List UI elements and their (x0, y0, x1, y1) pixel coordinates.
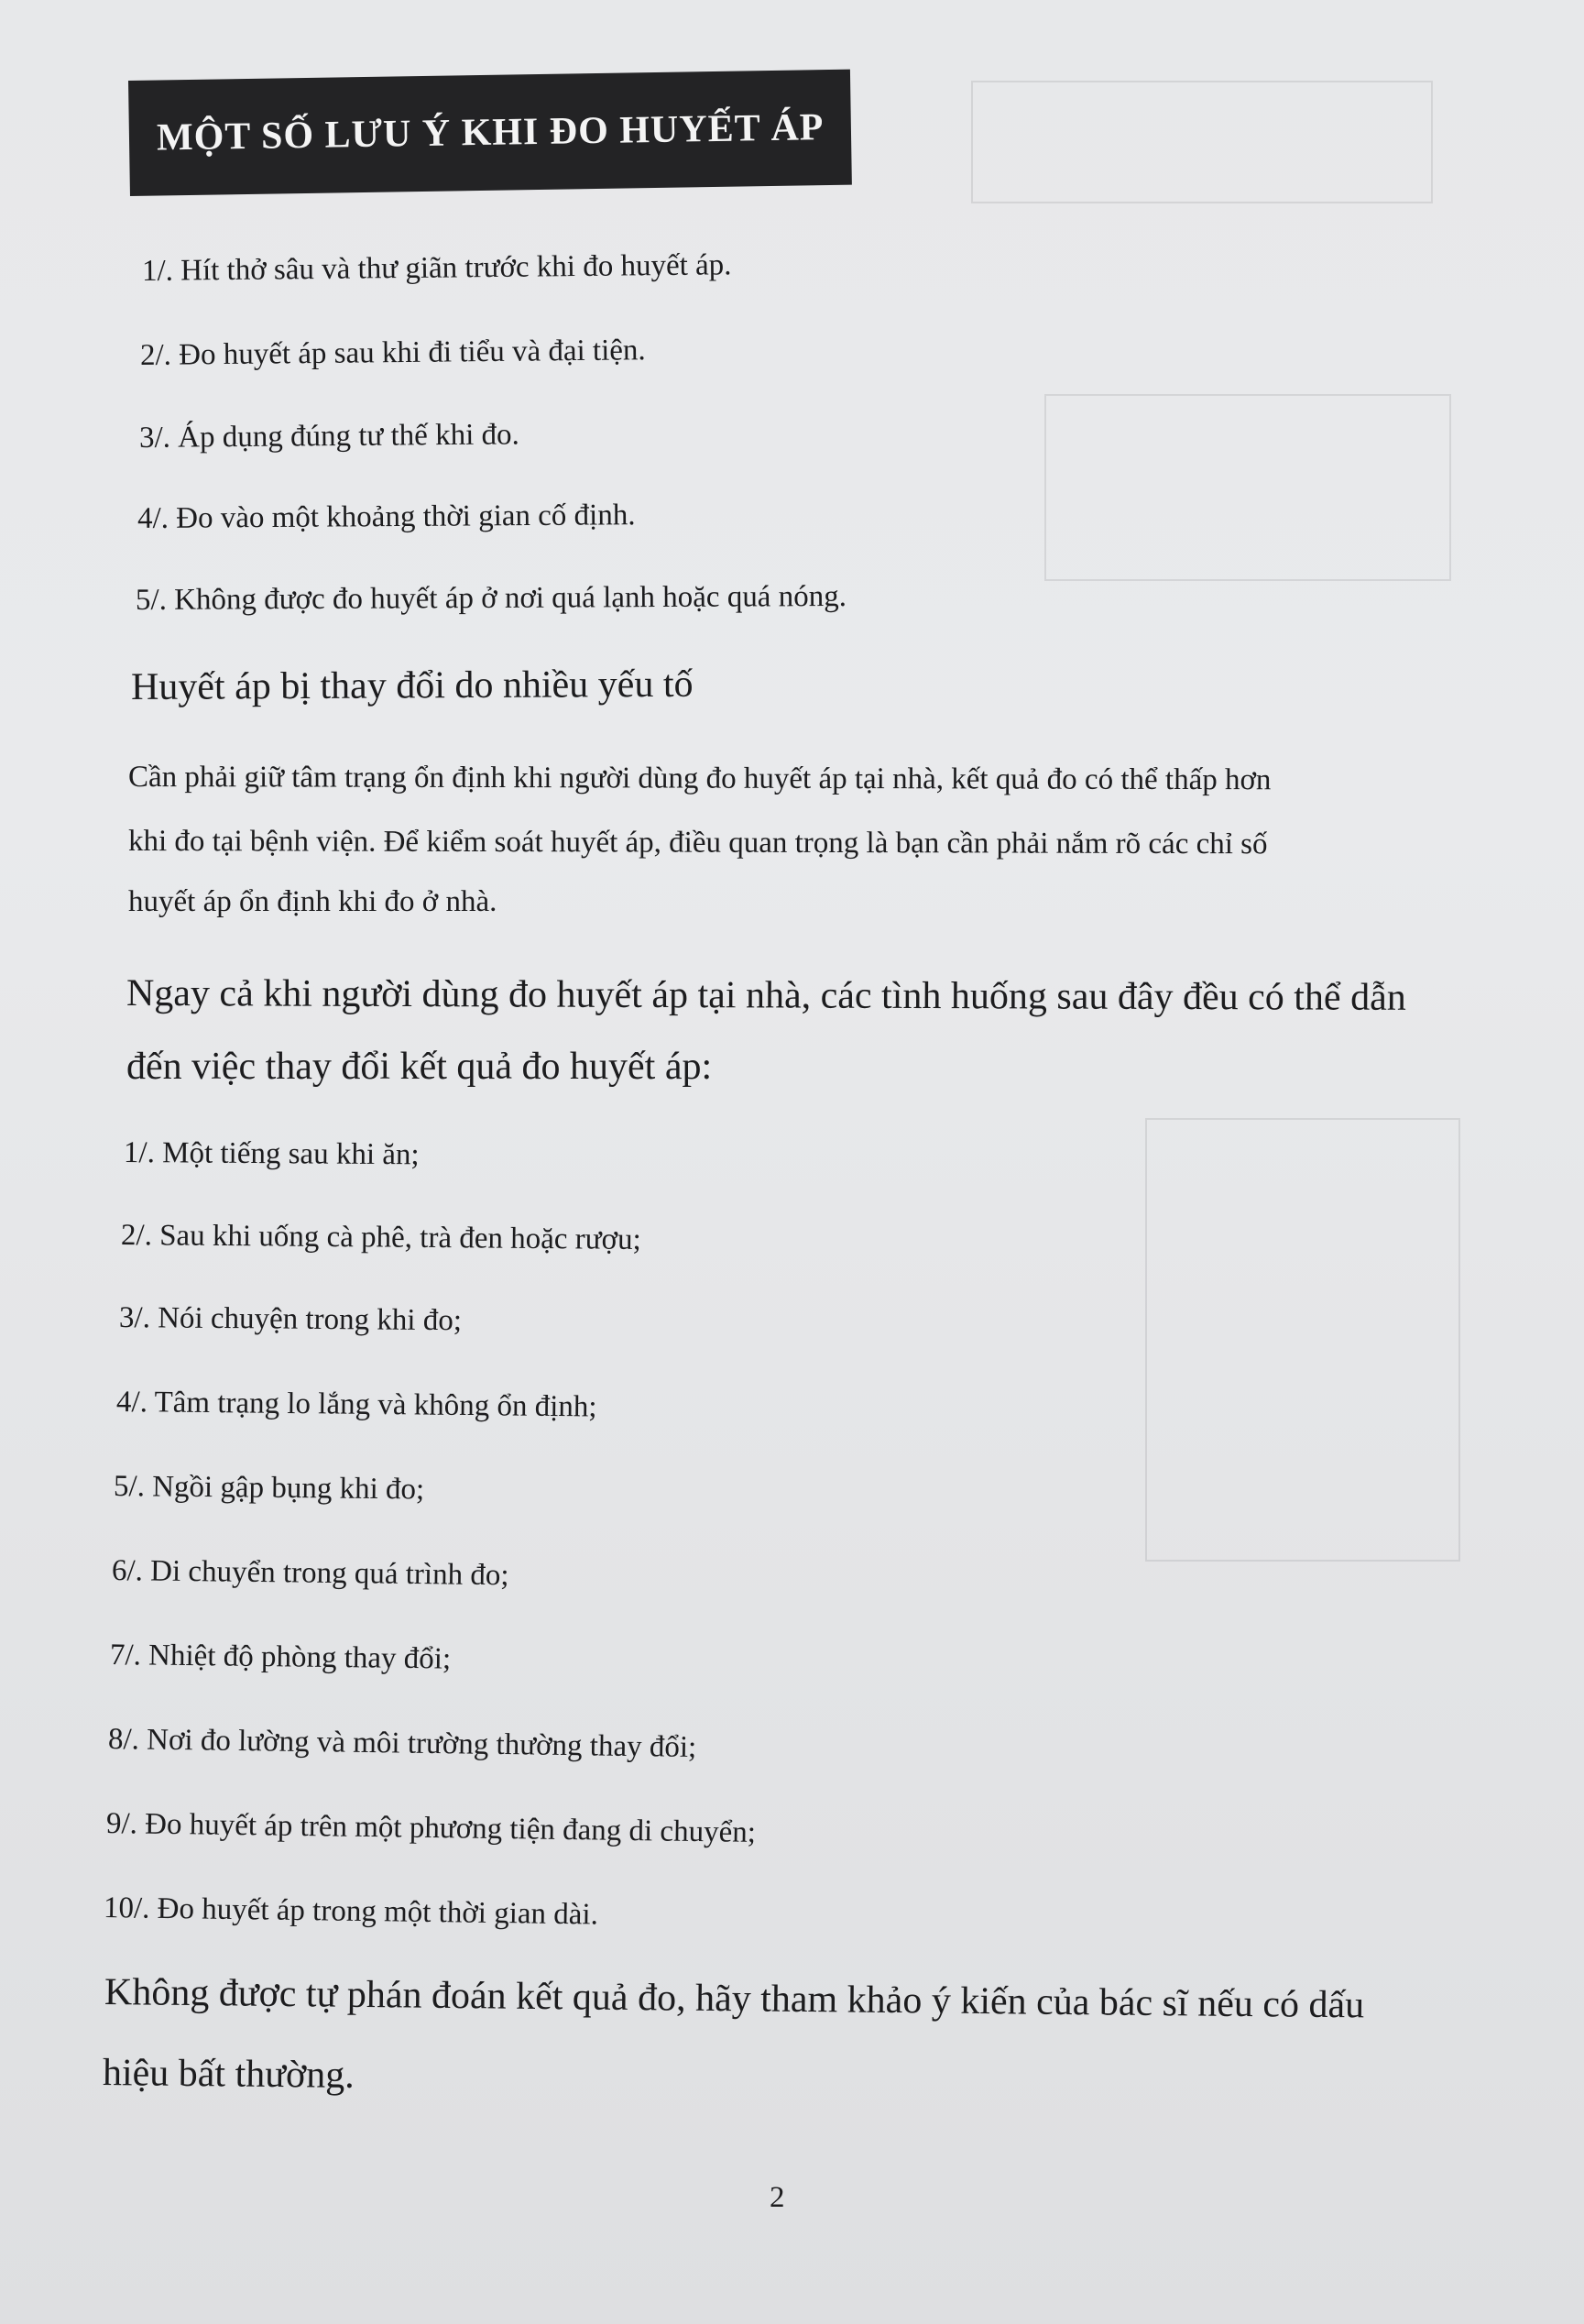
section-title: Huyết áp bị thay đổi do nhiều yếu tố (130, 663, 694, 708)
tip-item: 3/. Áp dụng đúng tư thế khi đo. (138, 418, 519, 455)
show-through-box (1145, 1118, 1460, 1562)
situation-item: 4/. Tâm trạng lo lắng và không ổn định; (115, 1386, 597, 1424)
situation-item: 5/. Ngồi gập bụng khi đo; (113, 1470, 425, 1507)
page-title: MỘT SỐ LƯU Ý KHI ĐO HUYẾT ÁP (156, 106, 825, 159)
paragraph-line: khi đo tại bệnh viện. Để kiểm soát huyết áp, điều quan trọng là bạn cần phải nắm rõ các chỉ số (127, 825, 1268, 861)
situation-item: 3/. Nói chuyện trong khi đo; (118, 1301, 463, 1338)
situation-item: 1/. Một tiếng sau khi ăn; (123, 1136, 420, 1172)
tip-item: 2/. Đo huyết áp sau khi đi tiểu và đại tiện. (139, 334, 646, 372)
tip-item: 1/. Hít thở sâu và thư giãn trước khi đo huyết áp. (141, 248, 732, 288)
intro-line: đến việc thay đổi kết quả đo huyết áp: (126, 1046, 713, 1088)
header-banner (128, 70, 852, 196)
closing-line: Không được tự phán đoán kết quả đo, hãy tham khảo ý kiến của bác sĩ nếu có dấu (104, 1971, 1365, 2027)
show-through-box (971, 81, 1433, 203)
situation-item: 7/. Nhiệt độ phòng thay đổi; (109, 1639, 452, 1676)
paragraph-line: Cần phải giữ tâm trạng ổn định khi người dùng đo huyết áp tại nhà, kết quả đo có thể thấp hơn (127, 761, 1272, 797)
situation-item: 6/. Di chuyển trong quá trình đo; (111, 1554, 509, 1593)
tip-item: 4/. Đo vào một khoảng thời gian cố định. (137, 499, 636, 535)
intro-line: Ngay cả khi người dùng đo huyết áp tại nhà, các tình huống sau đây đều có thể dẫn (126, 972, 1406, 1019)
situation-item: 8/. Nơi đo lường và môi trường thường thay đổi; (107, 1723, 697, 1764)
closing-line: hiệu bất thường. (102, 2052, 355, 2097)
tip-item: 5/. Không được đo huyết áp ở nơi quá lạnh hoặc quá nóng. (135, 579, 847, 617)
situation-item: 2/. Sau khi uống cà phê, trà đen hoặc rượu; (120, 1219, 641, 1256)
page-number: 2 (770, 2181, 785, 2214)
situation-item: 10/. Đo huyết áp trong một thời gian dài. (103, 1891, 599, 1932)
paragraph-line: huyết áp ổn định khi đo ở nhà. (128, 885, 497, 918)
situation-item: 9/. Đo huyết áp trên một phương tiện đang di chuyển; (105, 1807, 757, 1849)
show-through-box (1044, 394, 1451, 581)
